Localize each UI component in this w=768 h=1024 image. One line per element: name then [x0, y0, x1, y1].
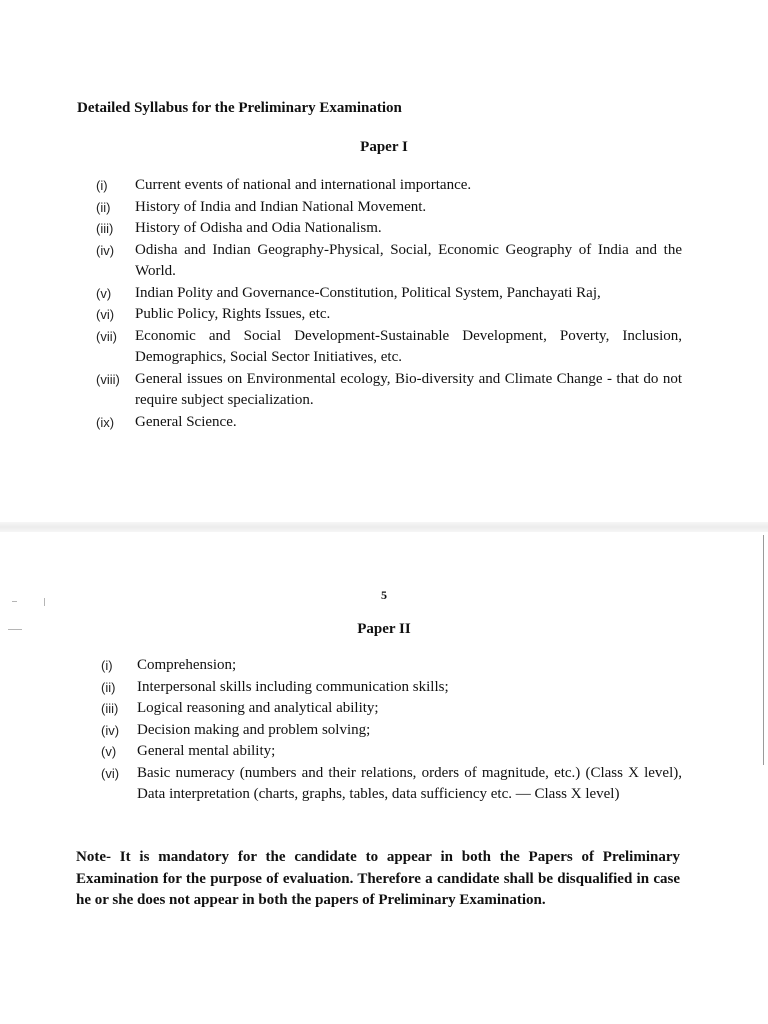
- list-item: [101, 655, 682, 677]
- list-item: [101, 677, 682, 699]
- item-text: Odisha and Indian Geography-Physical, Social, Economic Geography of India and the World.: [135, 241, 682, 279]
- item-number: (i): [96, 178, 108, 193]
- item-number: (vii): [96, 328, 117, 344]
- item-text: Economic and Social Development-Sustainable Development, Poverty, Inclusion, Demographics, Social Sector Initiatives, etc.: [135, 327, 682, 365]
- list-item: [101, 720, 682, 742]
- list-item: [96, 240, 682, 283]
- item-number: (i): [101, 658, 113, 673]
- item-text: General Science.: [135, 413, 237, 430]
- paper-2-title: Paper II: [357, 621, 411, 637]
- list-item: [96, 175, 682, 197]
- item-text: Public Policy, Rights Issues, etc.: [135, 306, 331, 322]
- item-number: (iii): [96, 221, 114, 236]
- paper-2-topic-list: [101, 655, 682, 806]
- item-number: (viii): [96, 371, 120, 387]
- list-item: [96, 369, 682, 412]
- item-number: (v): [96, 285, 112, 301]
- item-text: Basic numeracy (numbers and their relations, orders of magnitude, etc.) (Class X level), Data interpretation (charts, graphs, tables, data sufficiency etc. — Class X level): [137, 764, 682, 802]
- item-number: (iii): [101, 701, 119, 716]
- item-text: Indian Polity and Governance-Constitution, Political System, Panchayati Raj,: [135, 284, 601, 301]
- syllabus-heading: Detailed Syllabus for the Preliminary Examination: [77, 100, 402, 116]
- item-number: (iv): [96, 242, 115, 258]
- list-item: [96, 412, 682, 434]
- item-number: (iv): [101, 722, 120, 738]
- item-number: (ii): [96, 199, 111, 215]
- list-item: [96, 283, 682, 305]
- item-number: (vi): [96, 307, 115, 322]
- mandatory-note: Note- It is mandatory for the candidate to appear in both the Papers of Preliminary Examination for the purpose of evaluation. Therefore a candidate shall be disqualified in case he or she does not appear in both the papers of Preliminary Examination.: [76, 849, 680, 908]
- item-number: (ix): [96, 414, 115, 430]
- item-text: Decision making and problem solving;: [137, 721, 371, 738]
- item-text: Interpersonal skills including communication skills;: [137, 678, 449, 695]
- item-text: History of Odisha and Odia Nationalism.: [135, 220, 382, 236]
- paper-1-topic-list: [96, 175, 682, 433]
- list-item: [96, 197, 682, 219]
- item-text: General issues on Environmental ecology, Bio-diversity and Climate Change - that do not require subject specialization.: [135, 370, 682, 408]
- list-item: [96, 326, 682, 369]
- list-item: [96, 218, 682, 240]
- item-text: Logical reasoning and analytical ability;: [137, 700, 379, 716]
- item-number: (v): [101, 744, 117, 759]
- list-item: [101, 741, 682, 763]
- item-text: Current events of national and international importance.: [135, 177, 472, 193]
- list-item: [96, 304, 682, 326]
- item-text: Comprehension;: [137, 657, 237, 673]
- list-item: [101, 698, 682, 720]
- page-break: [0, 522, 768, 532]
- scan-edge-line: [763, 535, 764, 765]
- page-number: 5: [381, 588, 387, 602]
- item-number: (vi): [101, 765, 120, 781]
- item-number: (ii): [101, 679, 116, 695]
- item-text: History of India and Indian National Movement.: [135, 198, 427, 215]
- item-text: General mental ability;: [137, 743, 276, 759]
- paper-1-title: Paper I: [360, 139, 408, 155]
- list-item: [101, 763, 682, 806]
